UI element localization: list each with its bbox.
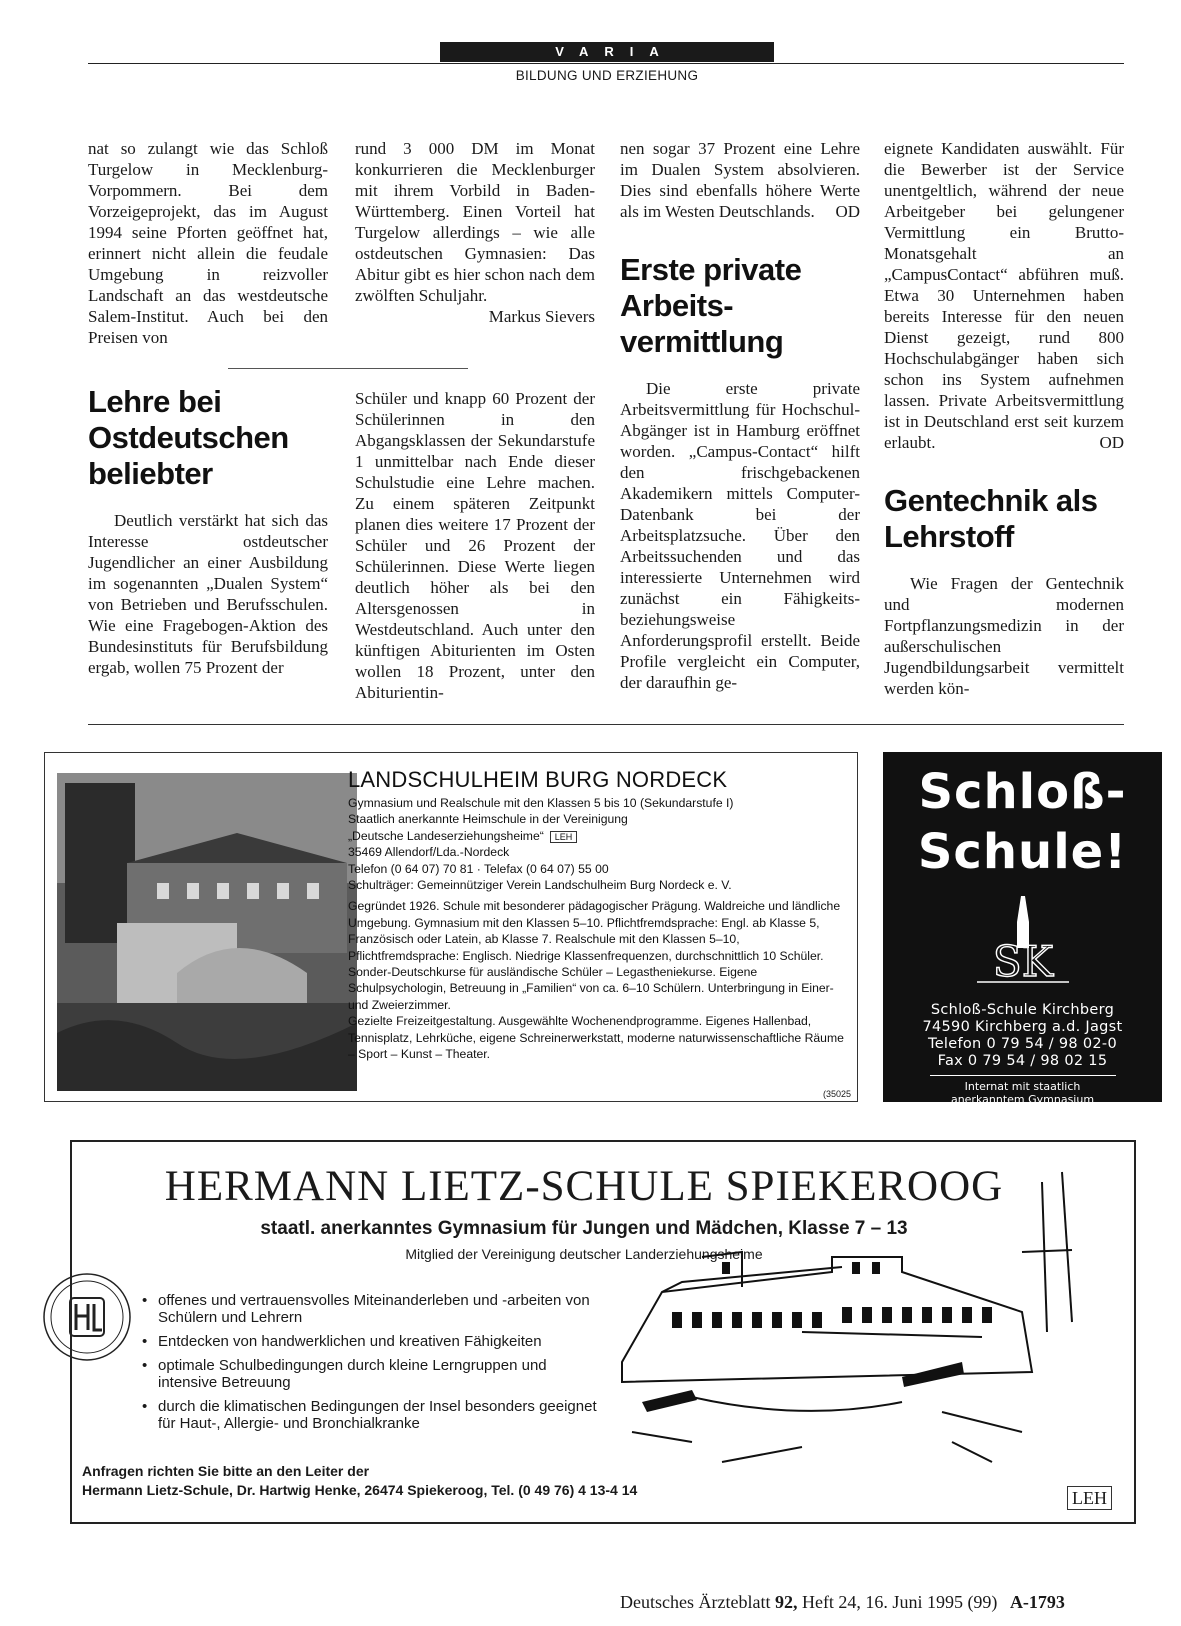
ad-phone: Telefon 0 79 54 / 98 02-0 — [928, 1036, 1117, 1052]
ad-address-line: Schloß-Schule Kirchberg — [930, 1002, 1115, 1018]
article-text: eignete Kandidaten auswählt. Für die Bewerber ist der Service unentgeltlich, während der neue Arbeitgeber bei gelungener Vermittlung ein Brutto-Monatsgehalt an „CampusContact“ abführen muß. Etwa 30 Unternehmen haben bereits Interesse für den neuen Dienst gezeigt, rund 800 Hochschulabgänger haben sich schon ins System aufnehmen lassen. Private Arbeitsvermittlung ist in Deutschland erst seit kurzem erlaubt. — [884, 139, 1124, 452]
list-item: • optimale Schulbedingungen durch kleine Lerngruppen und intensive Betreuung — [140, 1357, 600, 1391]
leh-badge: LEH — [1067, 1486, 1112, 1510]
section-label: VARIA — [440, 42, 774, 62]
subsection-label: BILDUNG UND ERZIEHUNG — [515, 68, 699, 83]
ad-contact — [82, 1462, 637, 1500]
list-item: • durch die klimatischen Bedingungen der Insel besonders geeignet für Haut-, Allergie- und Bronchialkranke — [140, 1398, 600, 1432]
page-footer — [620, 1592, 1065, 1613]
ad-phone: Telefon (0 64 07) 70 81 · Telefax (0 64 07) 55 00 — [348, 861, 609, 876]
ad-title-line: Schloß- — [918, 764, 1127, 820]
article-text: Schüler und knapp 60 Prozent der Schülerinnen in den Abgangsklassen der Sekundarstufe 1 unmittelbar nach Ende dieser Schulstudie eine Lehre machen. Zu einem späteren Zeitpunkt planen dies weitere 17 Prozent der Schüler und 26 Prozent der Schülerinnen. Diese Werte liegen deutlich höher als bei den Altersgenossen in Westdeutschland. Auch unter den künftigen Abiturienten im Osten wollen 18 Prozent, unter den Abiturientin- — [355, 389, 595, 702]
ad-lietz-schule — [70, 1142, 1136, 1524]
ad-title-line: Schule! — [917, 824, 1128, 880]
ad-subtitle: staatl. anerkanntes Gymnasium für Jungen und Mädchen, Klasse 7 – 13 — [260, 1218, 908, 1239]
section-divider — [88, 724, 1124, 725]
author-sig: OD — [835, 202, 860, 221]
ad-footnote-line: Internat mit staatlich — [964, 1080, 1081, 1093]
article-text: Wie Fragen der Gentechnik und modernen Fortpflanzungsmedizin in der außerschulischen Jugendbildungsarbeit vermittelt werden kön- — [884, 574, 1124, 698]
journal-volume: 92, — [774, 1592, 798, 1612]
column-3 — [620, 138, 860, 693]
ad-title — [883, 762, 1162, 882]
author-sig: OD — [1099, 433, 1124, 452]
ad-schloss-schule — [883, 752, 1162, 1106]
author-name: Markus Sievers — [488, 307, 595, 326]
ad-address-block — [883, 1002, 1162, 1070]
column-1-top — [88, 138, 328, 348]
ad-burg-nordeck — [44, 752, 858, 1102]
ad-divider — [930, 1075, 1116, 1076]
journal-name: Deutsches Ärzteblatt — [620, 1592, 771, 1612]
list-item: • offenes und vertrauensvolles Miteinanderleben und -arbeiten von Schülern und Lehrern — [140, 1292, 600, 1326]
column-1-bottom — [88, 384, 328, 678]
headline-gentechnik: Gentechnik als Lehrstoff — [884, 483, 1098, 554]
school-sketch-illustration — [602, 1162, 1102, 1492]
ad-membership: Mitglied der Vereinigung deutscher Landerziehungsheime — [405, 1246, 763, 1262]
article-divider — [228, 368, 468, 369]
ad-title: LANDSCHULHEIM BURG NORDECK — [348, 767, 728, 792]
article-text: rund 3 000 DM im Monat konkurrieren die Mecklenburger mit ihrem Vorbild in Baden-Württemberg. Einen Vorteil hat Turgelow allerdings – wie alle ostdeutschen Gymnasien: Das Abitur gibt es hier schon nach dem zwölften Schuljahr. — [355, 139, 595, 305]
issue-info: Heft 24, 16. Juni 1995 (99) — [801, 1592, 998, 1612]
headline-arbeitsvermittlung: Erste private Arbeits-vermittlung — [620, 252, 802, 359]
article-text: Die erste private Arbeitsvermittlung für Hochschul-Abgänger ist in Hamburg eröffnet worden. „Campus-Contact“ hilft den frischgebackenen Akademikern mittels Computer-Datenbank bei der Arbeitsplatzsuche. Über den Arbeitssuchenden und das interessierte Unternehmen wird zunächst ein Fähigkeits- beziehungsweise Anforderungsprofil erstellt. Beide Profile vergleicht ein Computer, der daraufhin ge- — [620, 379, 860, 692]
ad-contact-line: Anfragen richten Sie bitte an den Leiter der — [82, 1463, 370, 1479]
ad-code: (35025 — [822, 1089, 851, 1099]
column-4 — [884, 138, 1124, 699]
hl-logo-icon — [42, 1272, 132, 1362]
ad-footnote — [883, 1080, 1162, 1106]
ad-address: 35469 Allendorf/Lda.-Nordeck — [348, 845, 510, 860]
article-text: nat so zulangt wie das Schloß Turgelow in Mecklenburg-Vorpommern. Bei dem Vorzeigeprojekt, das im August 1994 seine Pforten geöffnet hat, erinnert nicht allein die feudale Umgebung in reizvoller Landschaft an das westdeutsche Salem-Institut. Auch bei den Preisen von — [88, 139, 328, 347]
ad-paragraph: Gegründet 1926. Schule mit besonderer pädagogischer Prägung. Waldreiche und ländliche Umgebung. Gymnasium mit den Klassen 5–10. Pflichtfremdsprache: Engl. ab Klasse 5, Französisch oder Latein, ab Klasse 7. Realschule mit den Klassen 5–10, Pflichtfremdsprache: Englisch. Niedrige Klassenfrequenzen, durchschnittlich 10 Schüler. — [348, 899, 841, 963]
list-item: • Entdecken von handwerklichen und kreativen Fähigkeiten — [140, 1333, 600, 1350]
ad-line: Staatlich anerkannte Heimschule in der Vereinigung — [348, 812, 628, 827]
article-text: nen sogar 37 Prozent eine Lehre im Dualen System absolvieren. Dies sind ebenfalls höhere Werte als im Westen Deutschlands. — [620, 139, 860, 221]
castle-photo — [57, 773, 357, 1091]
ad-line — [348, 828, 848, 844]
ad-line: Schulträger: Gemeinnütziger Verein Landschulheim Burg Nordeck e. V. — [348, 878, 732, 893]
column-2-bottom — [355, 388, 595, 703]
ad-contact-line: Hermann Lietz-Schule, Dr. Hartwig Henke, 26474 Spiekeroog, Tel. (0 49 76) 4 13-4 14 — [82, 1482, 638, 1498]
header-rule — [88, 63, 1124, 64]
svg-text:SK: SK — [992, 937, 1053, 986]
ad-title: HERMANN LIETZ-SCHULE SPIEKEROOG — [164, 1163, 1004, 1210]
leh-badge: LEH — [550, 831, 578, 843]
page-number: A-1793 — [1009, 1592, 1065, 1612]
ad-nordeck-text — [348, 767, 848, 1063]
ad-address-line: 74590 Kirchberg a.d. Jagst — [922, 1019, 1123, 1035]
article-text: Deutlich verstärkt hat sich das Interesse ostdeutscher Jugendlicher an einer Ausbildung im sogenannten „Dualen System“ von Betrieben und Berufsschulen. Wie eine Fragebogen-Aktion des Bundesinstituts für Berufsbildung ergab, wollen 75 Prozent der — [88, 511, 328, 677]
ad-fax: Fax 0 79 54 / 98 02 15 — [937, 1053, 1108, 1069]
ad-footnote-line: anerkanntem Gymnasium — [950, 1093, 1095, 1106]
sk-logo-icon — [963, 894, 1083, 990]
ad-bullet-list — [140, 1292, 600, 1439]
ad-line: Gymnasium und Realschule mit den Klassen 5 bis 10 (Sekundarstufe I) — [348, 796, 734, 810]
headline-lehre: Lehre bei Ostdeutschen beliebter — [88, 384, 289, 491]
ad-paragraph: Gezielte Freizeitgestaltung. Ausgewählte Wochenendprogramme. Eigenes Hallenbad, Tennisplatz, Lehrküche, eigene Schreinerwerkstatt, moderne naturwissenschaftliche Räume – Sport – Kunst – Theater. — [348, 1014, 844, 1062]
column-2-top — [355, 138, 595, 327]
ad-line-text: „Deutsche Landeserziehungsheime“ — [348, 828, 544, 843]
ad-paragraph: Sonder-Deutschkurse für ausländische Schüler – Legastheniekurse. Eigene Schulpsychologin, Betreuung in „Familien“ von ca. 6–10 Schülern. Unterbringung in Einer- und Zweierzimmer. — [348, 965, 834, 1012]
